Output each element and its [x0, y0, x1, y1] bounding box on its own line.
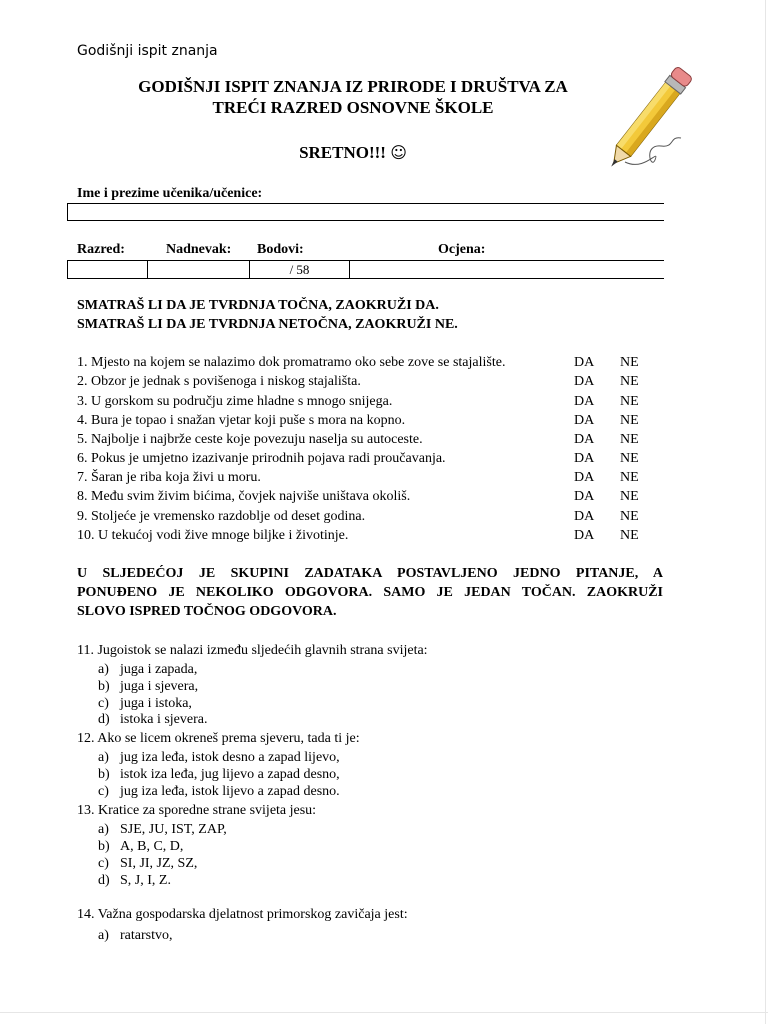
option-letter: a) [98, 928, 109, 943]
no-option[interactable]: NE [620, 451, 639, 466]
running-header: Godišnji ispit znanja [77, 43, 218, 59]
option-letter: b) [98, 767, 110, 782]
yes-option[interactable]: DA [574, 451, 595, 466]
true-false-item [77, 449, 667, 468]
pencil-icon [585, 52, 715, 182]
date-field[interactable] [148, 261, 250, 278]
section1-instruction-line1: SMATRAŠ LI DA JE TVRDNJA TOČNA, ZAOKRUŽI DA. [77, 298, 439, 313]
points-label: Bodovi: [257, 242, 304, 257]
option-letter: d) [98, 712, 110, 727]
answer-option[interactable] [98, 821, 227, 838]
true-false-item [77, 487, 667, 506]
page-title [70, 76, 636, 118]
option-text: ratarstvo, [120, 928, 173, 943]
answer-option[interactable] [98, 695, 192, 712]
yes-option[interactable]: DA [574, 470, 595, 485]
answer-option[interactable] [98, 927, 172, 944]
true-false-item [77, 468, 667, 487]
no-option[interactable]: NE [620, 528, 639, 543]
no-option[interactable]: NE [620, 432, 639, 447]
yes-option[interactable]: DA [574, 432, 595, 447]
option-text: SI, JI, JZ, SZ, [120, 856, 198, 871]
true-false-item [77, 430, 667, 449]
answer-option[interactable] [98, 661, 197, 678]
page-edge [765, 0, 766, 1024]
no-option[interactable]: NE [620, 413, 639, 428]
yes-option[interactable]: DA [574, 509, 595, 524]
yes-option[interactable]: DA [574, 413, 595, 428]
option-letter: d) [98, 873, 110, 888]
section2-instruction-line1: U SLJEDEĆOJ JE SKUPINI ZADATAKA POSTAVLJENO JEDNO PITANJE, A [77, 566, 663, 581]
answer-option[interactable] [98, 872, 171, 889]
answer-option[interactable] [98, 838, 183, 855]
smiley-icon: ☺ [390, 143, 407, 162]
option-letter: c) [98, 856, 109, 871]
option-text: A, B, C, D, [120, 839, 184, 854]
answer-option[interactable] [98, 678, 198, 695]
answer-option[interactable] [98, 855, 197, 872]
option-letter: c) [98, 696, 109, 711]
option-text: juga i zapada, [120, 662, 198, 677]
option-text: istok iza leđa, jug lijevo a zapad desno, [120, 767, 340, 782]
title-line-2: TREĆI RAZRED OSNOVNE ŠKOLE [212, 98, 494, 117]
option-text: juga i istoka, [120, 696, 192, 711]
statement-text: 9. Stoljeće je vremensko razdoblje od deset godina. [77, 509, 366, 524]
option-text: juga i sjevera, [120, 679, 199, 694]
answer-option[interactable] [98, 766, 340, 783]
no-option[interactable]: NE [620, 394, 639, 409]
grade-field[interactable] [350, 261, 664, 278]
option-text: SJE, JU, IST, ZAP, [120, 822, 227, 837]
no-option[interactable]: NE [620, 355, 639, 370]
option-letter: a) [98, 750, 109, 765]
option-text: istoka i sjevera. [120, 712, 208, 727]
section2-instruction [77, 564, 663, 621]
true-false-item [77, 392, 667, 411]
title-line-1: GODIŠNJI ISPIT ZNANJA IZ PRIRODE I DRUŠTVA ZA [138, 77, 568, 96]
section2-instruction-line2: PONUĐENO JE NEKOLIKO ODGOVORA. SAMO JE JEDAN TOČAN. ZAOKRUŽI [77, 585, 663, 600]
option-letter: a) [98, 822, 109, 837]
statement-text: 2. Obzor je jednak s povišenoga i niskog stajališta. [77, 374, 361, 389]
date-label: Nadnevak: [166, 242, 232, 257]
no-option[interactable]: NE [620, 374, 639, 389]
question-text: 14. Važna gospodarska djelatnost primorskog zavičaja jest: [77, 907, 408, 922]
answer-option[interactable] [98, 783, 340, 800]
class-label: Razred: [77, 242, 125, 257]
option-text: jug iza leđa, istok desno a zapad lijevo, [120, 750, 340, 765]
points-field[interactable]: / 58 [250, 261, 350, 278]
option-text: jug iza leđa, istok lijevo a zapad desno. [120, 784, 340, 799]
greeting-text: SRETNO!!! [299, 143, 386, 162]
true-false-item [77, 411, 667, 430]
question-text: 11. Jugoistok se nalazi između sljedećih glavnih strana svijeta: [77, 643, 428, 658]
yes-option[interactable]: DA [574, 374, 595, 389]
statement-text: 1. Mjesto na kojem se nalazimo dok promatramo oko sebe zove se stajalište. [77, 355, 506, 370]
statement-text: 4. Bura je topao i snažan vjetar koji puše s mora na kopno. [77, 413, 406, 428]
class-field[interactable] [68, 261, 148, 278]
student-name-field[interactable] [67, 203, 664, 221]
section2-instruction-line3: SLOVO ISPRED TOČNOG ODGOVORA. [77, 604, 337, 619]
true-false-item [77, 526, 667, 545]
yes-option[interactable]: DA [574, 489, 595, 504]
no-option[interactable]: NE [620, 470, 639, 485]
option-letter: c) [98, 784, 109, 799]
statement-text: 7. Šaran je riba koja živi u moru. [77, 470, 261, 485]
question-text: 12. Ako se licem okreneš prema sjeveru, tada ti je: [77, 731, 360, 746]
yes-option[interactable]: DA [574, 355, 595, 370]
statement-text: 5. Najbolje i najbrže ceste koje povezuju naselja su autoceste. [77, 432, 423, 447]
option-letter: b) [98, 679, 110, 694]
true-false-item [77, 372, 667, 391]
yes-option[interactable]: DA [574, 394, 595, 409]
answer-option[interactable] [98, 711, 207, 728]
true-false-item [77, 507, 667, 526]
grade-label: Ocjena: [438, 242, 486, 257]
page-edge [0, 1012, 768, 1013]
question-text: 13. Kratice za sporedne strane svijeta jesu: [77, 803, 317, 818]
option-letter: a) [98, 662, 109, 677]
option-text: S, J, I, Z. [120, 873, 171, 888]
statement-text: 6. Pokus je umjetno izazivanje prirodnih pojava radi proučavanja. [77, 451, 446, 466]
true-false-item [77, 353, 667, 372]
no-option[interactable]: NE [620, 509, 639, 524]
student-name-label: Ime i prezime učenika/učenice: [77, 186, 263, 201]
option-letter: b) [98, 839, 110, 854]
yes-option[interactable]: DA [574, 528, 595, 543]
statement-text: 10. U tekućoj vodi žive mnoge biljke i životinje. [77, 528, 349, 543]
answer-option[interactable] [98, 749, 340, 766]
no-option[interactable]: NE [620, 489, 639, 504]
statement-text: 8. Među svim živim bićima, čovjek najviše uništava okoliš. [77, 489, 411, 504]
section1-instruction-line2: SMATRAŠ LI DA JE TVRDNJA NETOČNA, ZAOKRUŽI NE. [77, 317, 458, 332]
greeting [70, 143, 636, 163]
info-table [67, 260, 664, 279]
statement-text: 3. U gorskom su području zime hladne s mnogo snijega. [77, 394, 393, 409]
